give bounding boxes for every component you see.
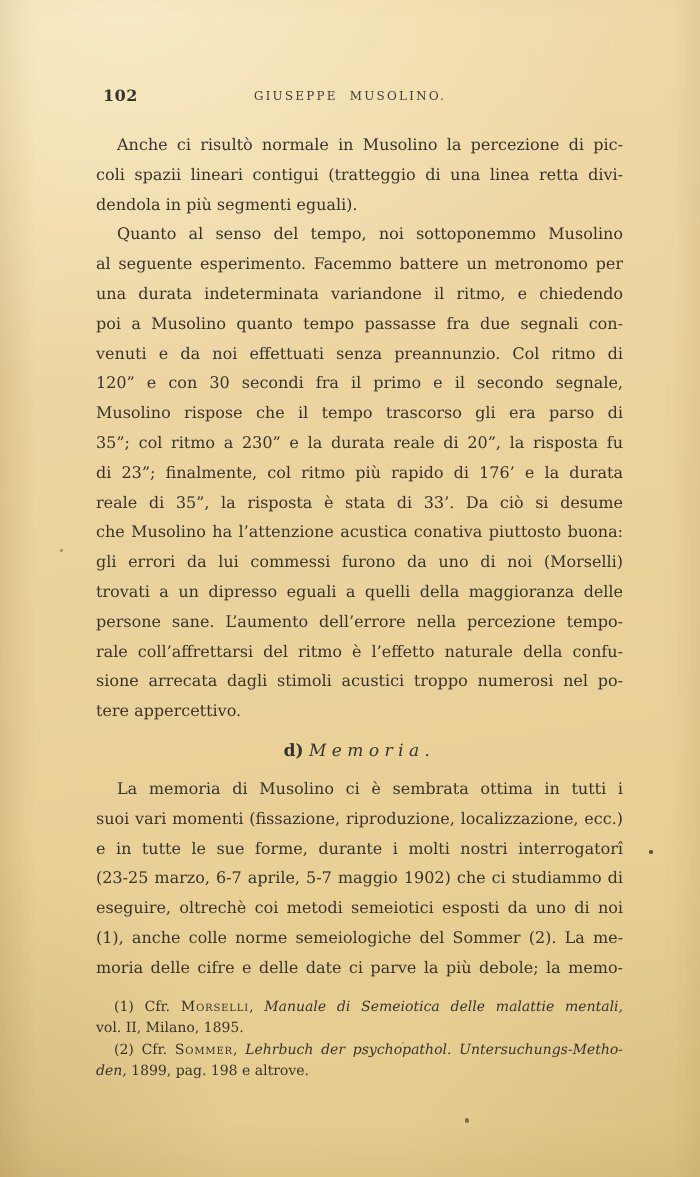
- text-line: reale di 35”, la risposta è stata di 33’. Da ciò si desume: [96, 492, 623, 512]
- text-line: [96, 1040, 623, 1062]
- footnotes: [96, 997, 623, 1083]
- footnote-sommer: [96, 1040, 623, 1083]
- ink-speck: [402, 1042, 404, 1044]
- text-line: dendola in più segmenti eguali).: [96, 194, 358, 214]
- running-header: GIUSEPPE MUSOLINO.: [253, 89, 447, 103]
- text-line: coli spazii lineari contigui (tratteggio di una linea retta divi-: [96, 164, 623, 184]
- paragraph-perception: [96, 130, 623, 219]
- text-line: moria delle cifre e delle date ci parve la più debole; la memo-: [96, 957, 623, 977]
- paragraph-time-sense: [96, 219, 623, 726]
- text-segment: ,: [249, 998, 265, 1015]
- text-segment: ,: [232, 1041, 246, 1058]
- text-line: e in tutte le sue forme, durante i molti nostri interrogatorî: [96, 838, 623, 858]
- text-line: rale coll’affrettarsi del ritmo è l’effetto naturale della confu-: [96, 641, 623, 661]
- text-line: 35”; col ritmo a 230” e la durata reale di 20”, la risposta fu: [96, 432, 623, 452]
- text-line: che Musolino ha l’attenzione acustica conativa piuttosto buona:: [96, 522, 623, 542]
- text-segment: Sommer: [174, 1041, 233, 1058]
- text-line: trovati a un dipresso eguali a quelli della maggioranza delle: [96, 581, 623, 601]
- ink-speck: [649, 850, 653, 854]
- text-line: sione arrecata dagli stimoli acustici troppo numerosi nel po-: [96, 671, 623, 691]
- text-segment: vol. II, Milano, 1895.: [96, 1020, 244, 1037]
- text-line: Quanto al senso del tempo, noi sottoponemmo Musolino: [117, 224, 623, 244]
- text-line: persone sane. L’aumento dell’errore nella percezione tempo-: [96, 611, 623, 631]
- text-line: poi a Musolino quanto tempo passasse fra due segnali con-: [96, 313, 623, 333]
- text-line: di 23”; finalmente, col ritmo più rapido di 176’ e la durata: [96, 462, 623, 482]
- text-segment: d): [283, 740, 304, 761]
- text-segment: (1) Cfr.: [114, 998, 181, 1015]
- text-line: eseguire, oltrechè coi metodi semeiotici esposti da uno di noi: [96, 898, 623, 918]
- text-segment: Lehrbuch der psychopathol. Untersuchungs-Metho-: [245, 1041, 623, 1058]
- text-line: al seguente esperimento. Facemmo battere un metronomo per: [96, 254, 623, 274]
- ink-speck: [465, 1118, 469, 1123]
- text-block: [96, 130, 623, 1083]
- text-line: La memoria di Musolino ci è sembrata ottima in tutti i: [117, 778, 623, 798]
- text-line: [96, 997, 623, 1019]
- footnote-morselli: [96, 997, 623, 1040]
- text-line: tere appercettivo.: [96, 701, 242, 721]
- text-segment: den,: [96, 1063, 127, 1080]
- text-segment: Memoria.: [308, 740, 436, 761]
- text-line: una durata indeterminata variandone il ritmo, e chiedendo: [96, 283, 623, 303]
- text-segment: Manuale di Semeiotica delle malattie mentali,: [264, 998, 623, 1015]
- ink-speck: [60, 549, 63, 552]
- section-heading-memoria: [96, 736, 623, 766]
- text-line: (1), anche colle norme semeiologiche del Sommer (2). La me-: [96, 927, 623, 947]
- text-line: (23-25 marzo, 6-7 aprile, 5-7 maggio 1902) che ci studiammo di: [96, 868, 623, 888]
- text-segment: 1899, pag. 198 e altrove.: [126, 1063, 309, 1080]
- text-segment: (2) Cfr.: [114, 1041, 175, 1058]
- text-segment: Morselli: [180, 998, 250, 1015]
- text-line: venuti e da noi effettuati senza preannunzio. Col ritmo di: [96, 343, 623, 363]
- text-line: gli errori da lui commessi furono da uno di noi (Morselli): [96, 552, 623, 572]
- page-number: 102: [103, 86, 138, 105]
- text-line: 120” e con 30 secondi fra il primo e il secondo segnale,: [96, 373, 623, 393]
- text-line: [96, 1061, 623, 1083]
- text-line: Musolino rispose che il tempo trascorso gli era parso di: [96, 403, 623, 423]
- paragraph-memoria: [96, 774, 623, 983]
- text-line: [96, 1018, 623, 1040]
- text-line: Anche ci risultò normale in Musolino la percezione di pic-: [117, 135, 623, 154]
- text-line: suoi vari momenti (fissazione, riproduzione, localizzazione, ecc.): [96, 808, 623, 828]
